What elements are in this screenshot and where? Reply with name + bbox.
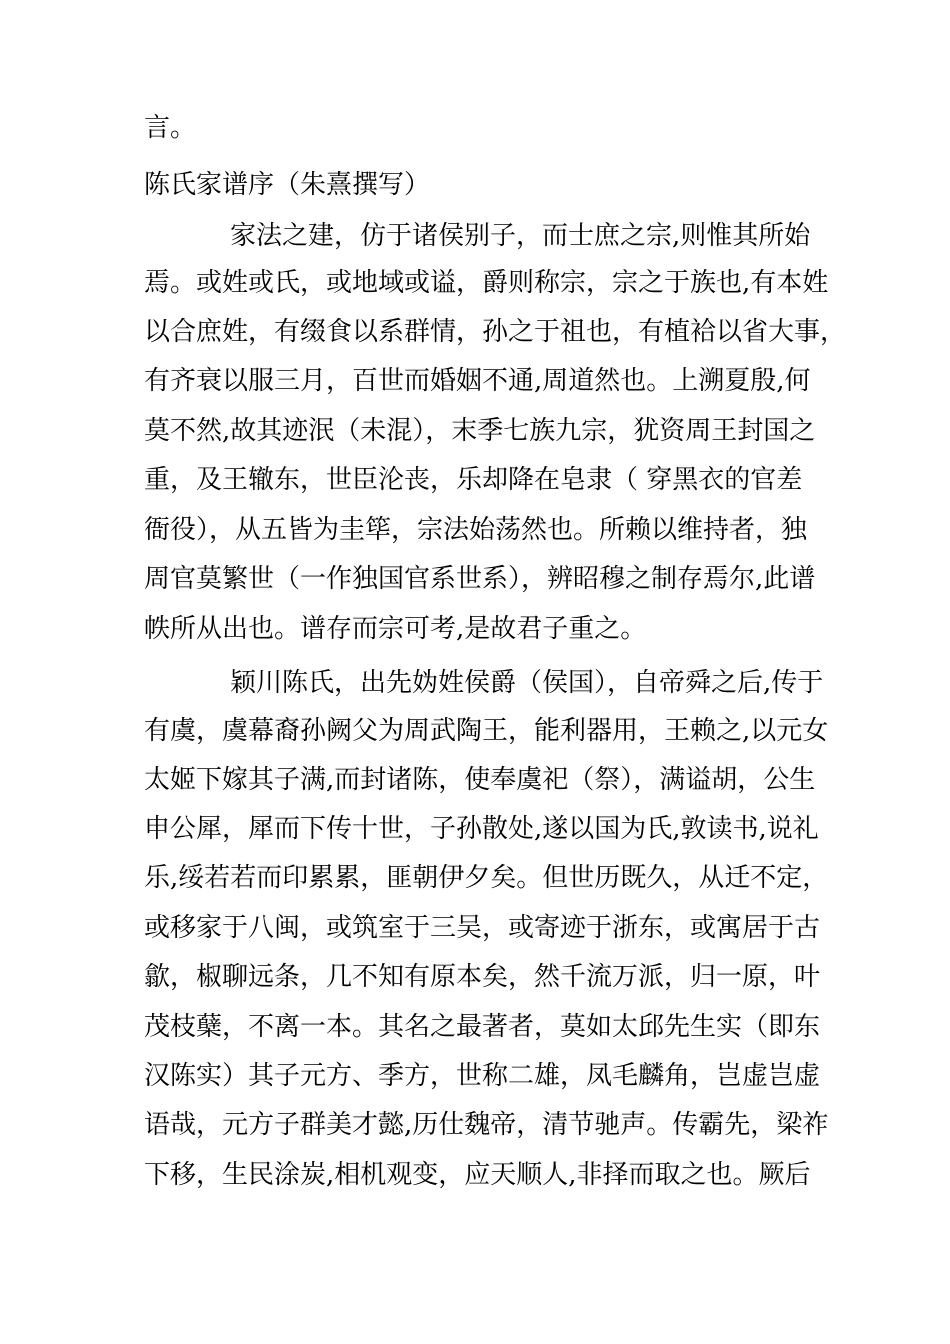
text-line: 言。 [144, 113, 197, 143]
text-line: 衙役），从五皆为圭筚，宗法始荡然也。所赖以维持者，独 [144, 515, 808, 545]
text-line: 语哉，元方子群美才懿,历仕魏帝，清节驰声。传霸先，梁祚 [144, 1110, 829, 1140]
section-heading: 陈氏家谱序（朱熹撰写） [144, 170, 431, 200]
text-line: 家法之建，仿于诸侯别子，而士庶之宗,则惟其所始 [230, 221, 811, 251]
text-line: 颖川陈氏，出先妫姓侯爵（侯国），自帝舜之后,传于 [230, 668, 824, 698]
text-line: 茂枝蘖，不离一本。其名之最著者，莫如太邱先生实（即东 [144, 1012, 821, 1042]
text-line: 周官莫繁世（一作独国官系世系），辨昭穆之制存焉尔,此谱 [144, 564, 816, 594]
text-line: 重，及王辙东，世臣沦丧，乐却降在皂隶（ 穿黑衣的官差 [144, 465, 803, 495]
text-line: 歙，椒聊远条，几不知有原本矣，然千流万派，归一原，叶 [144, 962, 821, 992]
text-line: 有虞，虞幕裔孙阙父为周武陶王，能利器用，王赖之,以元女 [144, 716, 829, 746]
text-line: 以合庶姓，有缀食以系群情，孙之于祖也，有植袷以省大事， [144, 317, 847, 347]
text-line: 或移家于八闽，或筑室于三吴，或寄迹于浙东，或寓居于古 [144, 913, 821, 943]
text-line: 太姬下嫁其子满,而封诸陈，使奉虞祀（祭），满谥胡，公生 [144, 765, 816, 795]
text-line: 下移，生民涂炭,相机观变，应天顺人,非择而取之也。厥后 [144, 1160, 811, 1190]
text-line: 汉陈实）其子元方、季方，世称二雄，凤毛麟角，岂虚岂虚 [144, 1061, 821, 1091]
text-line: 有齐衰以服三月，百世而婚姻不通,周道然也。上溯夏殷,何 [144, 366, 811, 396]
text-line: 帙所从出也。谱存而宗可考,是故君子重之。 [144, 614, 647, 644]
text-line: 乐,绥若若而印累累，匪朝伊夕矣。但世历既久，从迁不定， [144, 863, 829, 893]
text-line: 莫不然,故其迹泯（未混），末季七族九宗，犹资周王封国之 [144, 416, 816, 446]
text-line: 焉。或姓或氏，或地域或谥，爵则称宗，宗之于族也,有本姓 [144, 268, 829, 298]
text-line: 申公犀，犀而下传十世，子孙散处,遂以国为氏,敦读书,说礼 [144, 814, 819, 844]
